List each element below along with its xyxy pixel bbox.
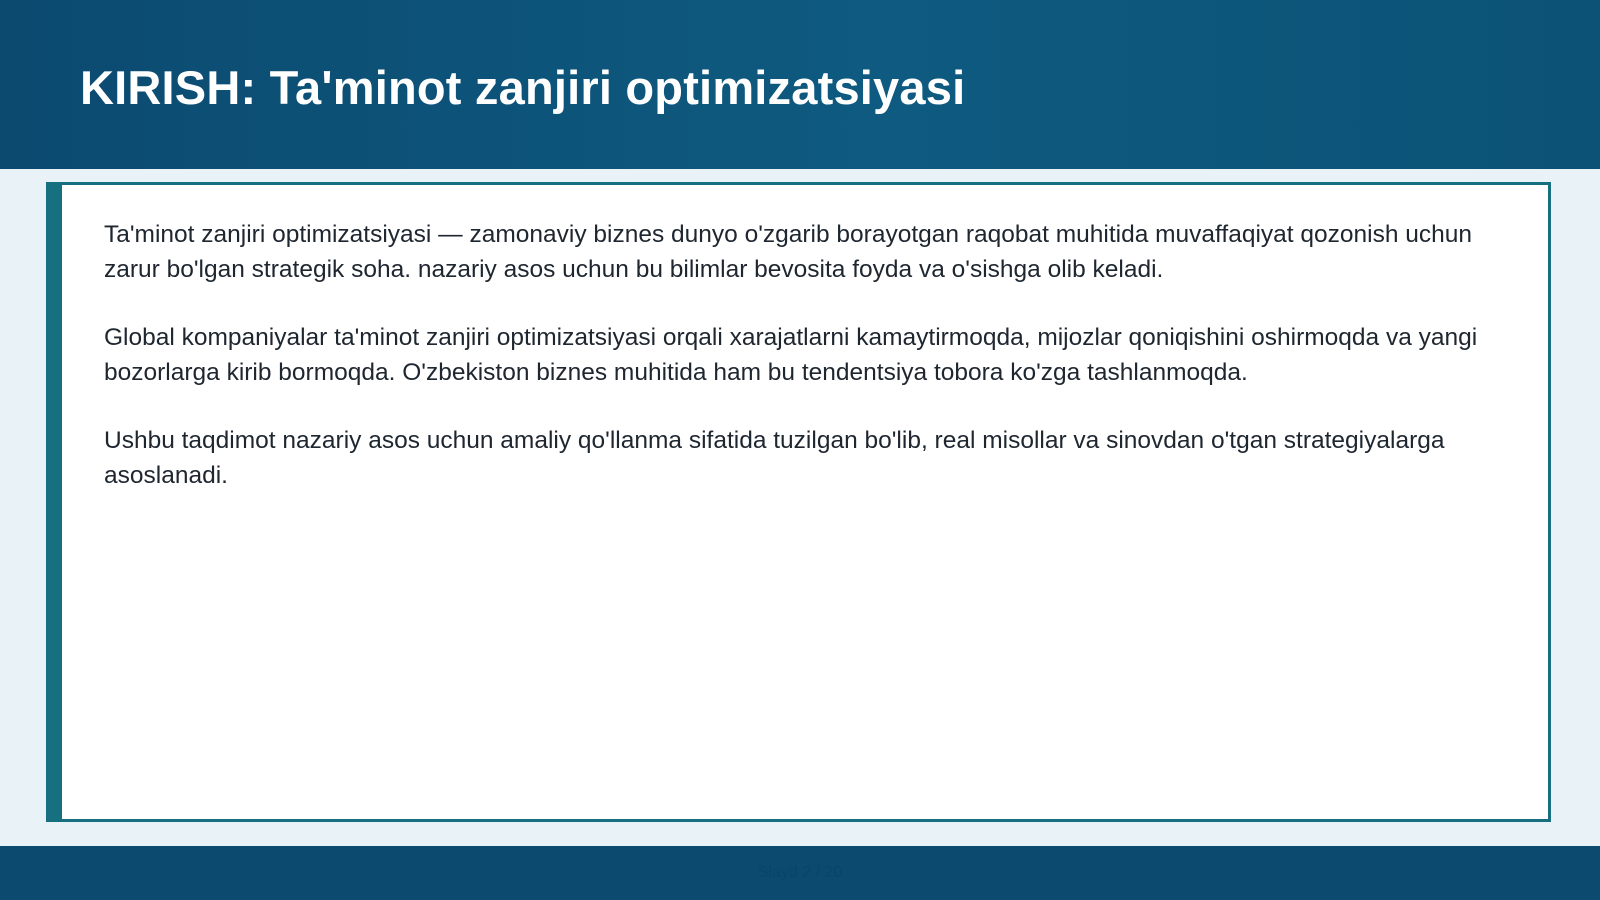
slide-footer — [0, 846, 1600, 900]
global-companies-paragraph: Global kompaniyalar ta'minot zanjiri optimizatsiyasi orqali xarajatlarni kamaytirmoqda, mijozlar qoniqishini oshirmoqda va yangi bozorlarga kirib bormoqda. O'zbekiston biznes muhitida ham bu tendentsiya tobora ko'zga tashlanmoqda. — [104, 324, 1478, 386]
content-card — [46, 182, 1551, 822]
presentation-purpose-paragraph: Ushbu taqdimot nazariy asos uchun amaliy qo'llanma sifatida tuzilgan bo'lib, real misollar va sinovdan o'tgan strategiyalarga asoslanadi. — [104, 427, 1445, 489]
slide-title: KIRISH: Ta'minot zanjiri optimizatsiyasi — [80, 61, 966, 114]
intro-paragraph: Ta'minot zanjiri optimizatsiyasi — zamonaviy biznes dunyo o'zgarib borayotgan raqobat muhitida muvaffaqiyat qozonish uchun zarur bo'lgan strategik soha. nazariy asos uchun bu bilimlar bevosita foyda va o'sishga olib keladi. — [104, 221, 1473, 283]
slide-number: Slayd 2 / 20 — [757, 864, 843, 881]
slide-header — [0, 0, 1600, 169]
